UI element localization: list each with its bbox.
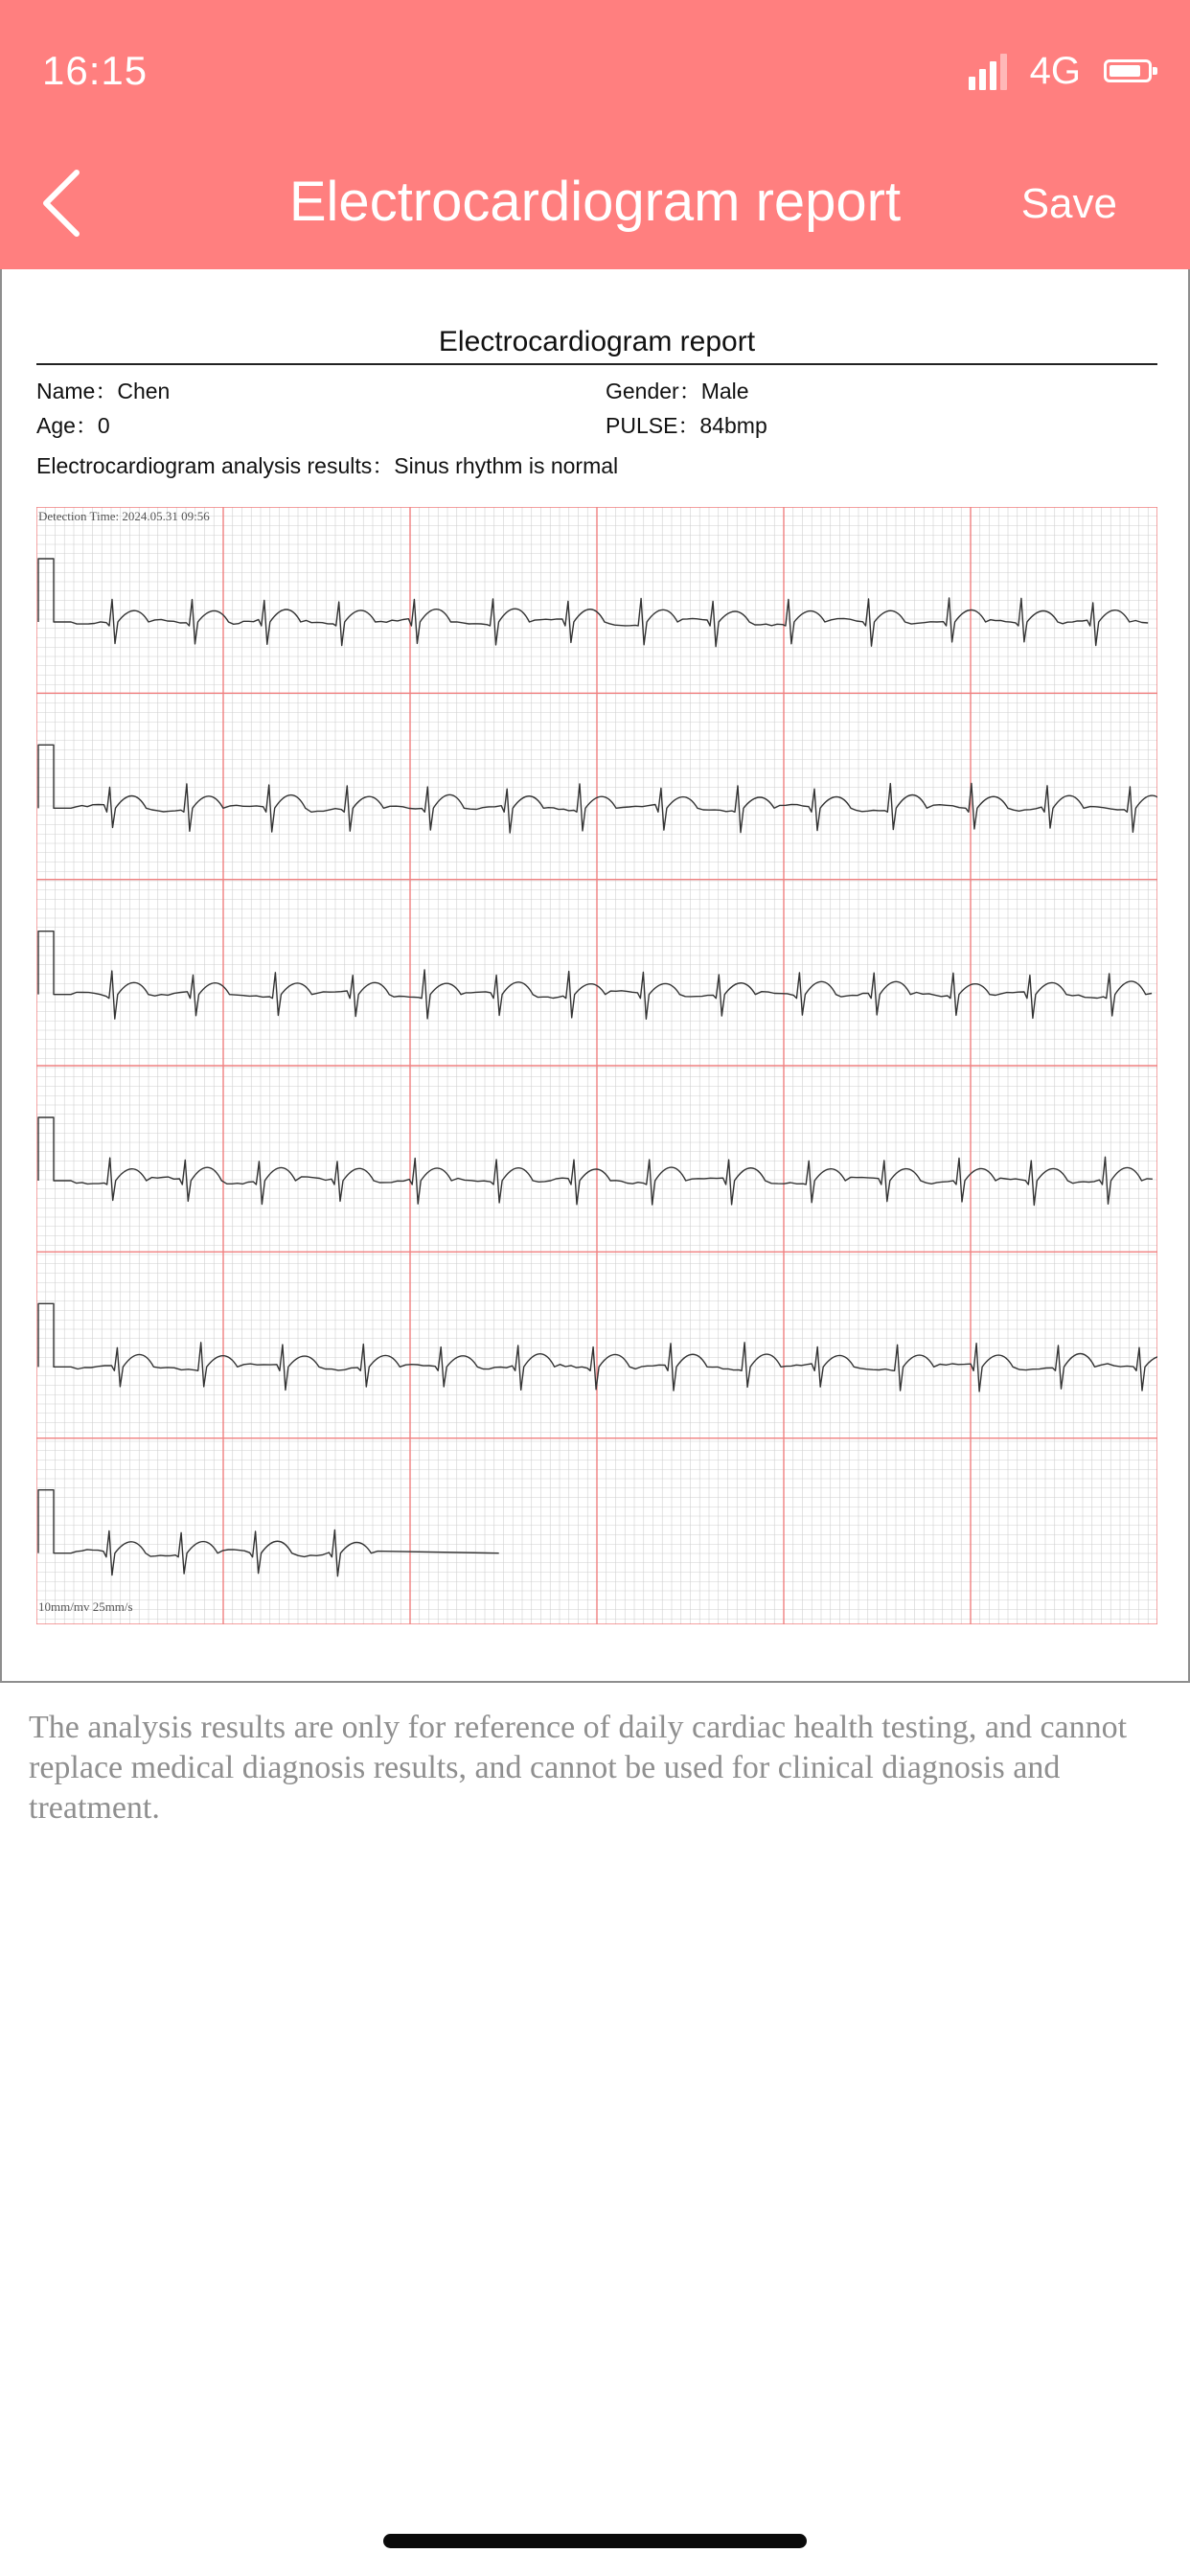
app-header <box>0 0 1190 269</box>
detection-time-label: Detection Time: 2024.05.31 09:56 <box>38 509 210 523</box>
status-time: 16:15 <box>42 48 149 93</box>
ecg-strip-trace <box>38 1303 1157 1392</box>
patient-gender: Gender：Male <box>606 379 749 403</box>
status-right <box>969 42 1152 100</box>
battery-icon <box>1104 59 1152 82</box>
report-card <box>0 269 1190 1683</box>
scale-note-label: 10mm/mv 25mm/s <box>38 1599 133 1614</box>
signal-bars-icon <box>969 52 1011 90</box>
ecg-strip-trace <box>38 1490 499 1576</box>
home-indicator <box>383 2534 807 2548</box>
patient-pulse: PULSE：84bmp <box>606 413 767 438</box>
ecg-strip-trace <box>38 745 1157 833</box>
page-title: Electrocardiogram report <box>288 171 902 233</box>
disclaimer-text: The analysis results are only for reference of daily cardiac health testing, and cannot replace medical diagnosis results, and cannot be used for clinical diagnosis and treatment. <box>29 1710 1128 1826</box>
network-label: 4G <box>1029 50 1081 92</box>
report-title-divider <box>36 363 1157 365</box>
patient-name: Name：Chen <box>36 379 171 403</box>
report-title: Electrocardiogram report <box>438 326 756 357</box>
ecg-strip-trace <box>38 932 1152 1020</box>
save-button[interactable]: Save <box>1020 180 1117 227</box>
analysis-result: Electrocardiogram analysis results：Sinus rhythm is normal <box>36 453 619 478</box>
ecg-chart <box>36 507 1157 1624</box>
patient-age: Age：0 <box>36 413 110 438</box>
